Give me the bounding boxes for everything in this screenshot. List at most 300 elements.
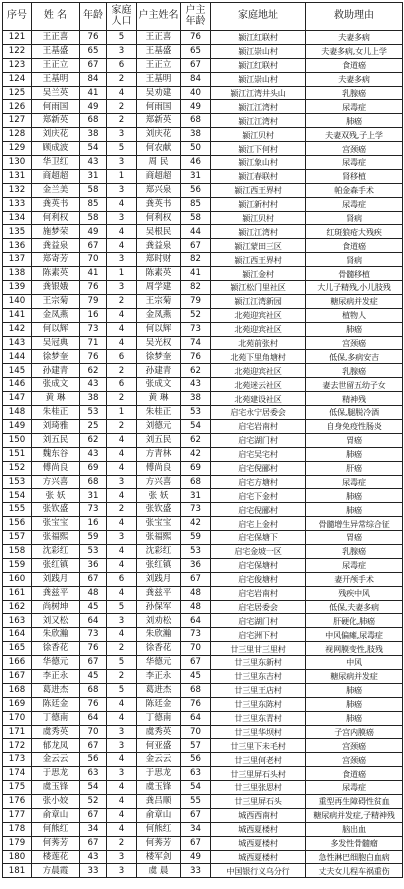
table-row <box>3 239 403 253</box>
cell-family-size: 3 <box>107 253 137 267</box>
header-householder-name: 户主姓名 <box>137 3 181 31</box>
cell-householder-name: 于思龙 <box>137 767 181 781</box>
table-row <box>3 336 403 350</box>
cell-reason: 尿毒症 <box>306 475 403 489</box>
cell-family-size: 2 <box>107 642 137 656</box>
cell-age: 62 <box>80 433 107 447</box>
cell-reason: 夫妻双残,子上学 <box>306 128 403 142</box>
cell-name: 何雨国 <box>32 100 80 114</box>
cell-householder-age: 38 <box>181 392 211 406</box>
cell-family-size: 2 <box>107 392 137 406</box>
cell-householder-name: 徐香花 <box>137 642 181 656</box>
cell-householder-age: 67 <box>181 572 211 586</box>
cell-name: 何利权 <box>32 211 80 225</box>
cell-age: 67 <box>80 239 107 253</box>
cell-reason: 急性淋巴细胞白血病 <box>306 850 403 864</box>
cell-name: 施梦荣 <box>32 225 80 239</box>
cell-age: 79 <box>80 294 107 308</box>
cell-age: 38 <box>80 128 107 142</box>
cell-householder-age: 33 <box>181 864 211 878</box>
cell-address: 北苑迎宾社区 <box>211 322 306 336</box>
cell-name: 张宝宝 <box>32 517 80 531</box>
cell-householder-age: 73 <box>181 322 211 336</box>
cell-family-size: 5 <box>107 600 137 614</box>
cell-householder-name: 沈彩红 <box>137 544 181 558</box>
table-row <box>3 767 403 781</box>
cell-family-size: 4 <box>107 447 137 461</box>
cell-name: 徐梦奎 <box>32 350 80 364</box>
cell-householder-age: 76 <box>181 350 211 364</box>
table-row <box>3 378 403 392</box>
cell-age: 43 <box>80 447 107 461</box>
cell-name: 张钦盛 <box>32 503 80 517</box>
cell-seq: 123 <box>3 58 32 72</box>
cell-name: 龚银娥 <box>32 281 80 295</box>
cell-family-size: 3 <box>107 44 137 58</box>
cell-reason: 中风 <box>306 656 403 670</box>
table-row <box>3 31 403 45</box>
cell-address: 北苑迷云社区 <box>211 378 306 392</box>
table-row <box>3 197 403 211</box>
cell-reason: 糖尿病并发症 <box>306 294 403 308</box>
cell-age: 64 <box>80 711 107 725</box>
cell-reason: 妻开颅手术 <box>306 572 403 586</box>
cell-family-size: 6 <box>107 572 137 586</box>
cell-seq: 127 <box>3 114 32 128</box>
cell-reason: 宫颈癌 <box>306 336 403 350</box>
header-reason: 救助理由 <box>306 3 403 31</box>
table-row <box>3 531 403 545</box>
cell-age: 58 <box>80 183 107 197</box>
cell-reason: 残疾中风 <box>306 586 403 600</box>
cell-family-size: 4 <box>107 322 137 336</box>
table-row <box>3 808 403 822</box>
cell-address: 颍江蒙田三区 <box>211 239 306 253</box>
cell-age: 43 <box>80 850 107 864</box>
cell-seq: 152 <box>3 461 32 475</box>
cell-householder-age: 63 <box>181 767 211 781</box>
cell-householder-name: 楼军剑 <box>137 850 181 864</box>
cell-reason: 胃癌 <box>306 433 403 447</box>
cell-age: 67 <box>80 572 107 586</box>
table-row <box>3 58 403 72</box>
cell-reason: 低保,腿脱冷酒 <box>306 406 403 420</box>
table-row <box>3 794 403 808</box>
cell-address: 廿三里东陈村 <box>211 697 306 711</box>
cell-seq: 154 <box>3 489 32 503</box>
cell-reason: 骨髓移植 <box>306 267 403 281</box>
cell-householder-age: 48 <box>181 600 211 614</box>
cell-address: 廿三里华坝村 <box>211 725 306 739</box>
cell-address: 北苑前张村 <box>211 336 306 350</box>
cell-householder-name: 朱桂正 <box>137 406 181 420</box>
cell-family-size: 4 <box>107 781 137 795</box>
cell-seq: 168 <box>3 683 32 697</box>
cell-seq: 178 <box>3 822 32 836</box>
cell-reason: 中风偏瘫,尿毒症 <box>306 628 403 642</box>
cell-reason: 宫颈癌 <box>306 142 403 156</box>
cell-householder-name: 何莠芳 <box>137 836 181 850</box>
cell-householder-name: 王正立 <box>137 58 181 72</box>
cell-name: 刘践月 <box>32 572 80 586</box>
table-row <box>3 489 403 503</box>
cell-householder-name: 方兴喜 <box>137 475 181 489</box>
cell-householder-age: 34 <box>181 822 211 836</box>
cell-family-size: 4 <box>107 308 137 322</box>
table-row <box>3 211 403 225</box>
cell-address: 启宅永宁居委会 <box>211 406 306 420</box>
cell-name: 傅尚良 <box>32 461 80 475</box>
cell-age: 67 <box>80 808 107 822</box>
cell-name: 何熊红 <box>32 822 80 836</box>
cell-age: 53 <box>80 544 107 558</box>
cell-family-size: 2 <box>107 419 137 433</box>
table-row <box>3 711 403 725</box>
cell-family-size: 2 <box>107 669 137 683</box>
cell-age: 41 <box>80 267 107 281</box>
cell-age: 45 <box>80 669 107 683</box>
cell-reason: 脑出血 <box>306 822 403 836</box>
cell-age: 34 <box>80 822 107 836</box>
cell-householder-name: 刘五民 <box>137 433 181 447</box>
cell-name: 金凤燕 <box>32 308 80 322</box>
table-row <box>3 600 403 614</box>
cell-name: 俞章山 <box>32 808 80 822</box>
cell-family-size: 6 <box>107 378 137 392</box>
cell-householder-name: 刘践月 <box>137 572 181 586</box>
cell-reason: 乳腺癌 <box>306 544 403 558</box>
cell-age: 48 <box>80 586 107 600</box>
cell-age: 36 <box>80 558 107 572</box>
cell-seq: 160 <box>3 572 32 586</box>
cell-householder-age: 57 <box>181 739 211 753</box>
cell-householder-age: 55 <box>181 794 211 808</box>
cell-family-size: 4 <box>107 711 137 725</box>
cell-age: 67 <box>80 739 107 753</box>
cell-seq: 147 <box>3 392 32 406</box>
cell-householder-name: 金云云 <box>137 753 181 767</box>
table-row <box>3 697 403 711</box>
cell-age: 69 <box>80 461 107 475</box>
cell-address: 启宅保塘下 <box>211 531 306 545</box>
cell-address: 启宅湖门村 <box>211 433 306 447</box>
table-row <box>3 864 403 878</box>
cell-address: 启宅倪郦村 <box>211 461 306 475</box>
cell-reason: 食道癌 <box>306 239 403 253</box>
cell-address: 城西夏楼村 <box>211 836 306 850</box>
cell-address: 启宅居委会 <box>211 600 306 614</box>
table-row <box>3 725 403 739</box>
cell-reason: 自身免疫性肠炎 <box>306 419 403 433</box>
cell-name: 尚树坤 <box>32 600 80 614</box>
cell-address: 颍江红联村 <box>211 31 306 45</box>
cell-seq: 175 <box>3 781 32 795</box>
table-row <box>3 128 403 142</box>
cell-seq: 153 <box>3 475 32 489</box>
cell-family-size: 4 <box>107 239 137 253</box>
cell-seq: 133 <box>3 197 32 211</box>
cell-name: 郁龙凤 <box>32 739 80 753</box>
cell-age: 76 <box>80 281 107 295</box>
cell-householder-name: 王基盛 <box>137 44 181 58</box>
cell-householder-name: 孙建青 <box>137 364 181 378</box>
cell-seq: 143 <box>3 336 32 350</box>
cell-seq: 151 <box>3 447 32 461</box>
cell-name: 张 妖 <box>32 489 80 503</box>
cell-name: 华德元 <box>32 656 80 670</box>
cell-age: 68 <box>80 114 107 128</box>
table-row <box>3 281 403 295</box>
cell-name: 方兴喜 <box>32 475 80 489</box>
cell-age: 68 <box>80 475 107 489</box>
cell-address: 颍江江湾新园 <box>211 294 306 308</box>
header-age: 年龄 <box>80 3 107 31</box>
cell-seq: 163 <box>3 614 32 628</box>
cell-seq: 162 <box>3 600 32 614</box>
cell-householder-name: 王正喜 <box>137 31 181 45</box>
cell-householder-age: 67 <box>181 656 211 670</box>
cell-address: 启宅岩南村 <box>211 586 306 600</box>
cell-householder-name: 黄 琳 <box>137 392 181 406</box>
cell-age: 73 <box>80 322 107 336</box>
cell-address: 北苑下里角塘村 <box>211 350 306 364</box>
cell-address: 廿三里张思村 <box>211 781 306 795</box>
cell-age: 41 <box>80 86 107 100</box>
table-row <box>3 419 403 433</box>
cell-reason: 妻去世留五幼子女 <box>306 378 403 392</box>
table-row <box>3 267 403 281</box>
cell-householder-age: 52 <box>181 308 211 322</box>
cell-seq: 132 <box>3 183 32 197</box>
cell-name: 孙建青 <box>32 364 80 378</box>
cell-name: 王正喜 <box>32 31 80 45</box>
cell-address: 廿三里东吉村 <box>211 669 306 683</box>
cell-householder-name: 吴根民 <box>137 225 181 239</box>
cell-householder-name: 虞玉锋 <box>137 781 181 795</box>
cell-family-size: 2 <box>107 294 137 308</box>
cell-householder-name: 何雨国 <box>137 100 181 114</box>
cell-householder-name: 郑新英 <box>137 114 181 128</box>
cell-householder-name: 虞 晨 <box>137 864 181 878</box>
cell-householder-name: 何农献 <box>137 142 181 156</box>
cell-age: 45 <box>80 600 107 614</box>
table-row <box>3 517 403 531</box>
cell-age: 85 <box>80 197 107 211</box>
cell-name: 吴兰英 <box>32 86 80 100</box>
cell-age: 59 <box>80 531 107 545</box>
cell-householder-name: 孙保军 <box>137 600 181 614</box>
cell-householder-name: 方青林 <box>137 447 181 461</box>
cell-householder-age: 31 <box>181 489 211 503</box>
cell-seq: 166 <box>3 656 32 670</box>
cell-seq: 164 <box>3 628 32 642</box>
cell-address: 颍江西王界村 <box>211 253 306 267</box>
cell-seq: 139 <box>3 281 32 295</box>
cell-seq: 134 <box>3 211 32 225</box>
cell-seq: 144 <box>3 350 32 364</box>
cell-householder-age: 79 <box>181 294 211 308</box>
cell-reason: 夫妻多病 <box>306 72 403 86</box>
cell-seq: 141 <box>3 308 32 322</box>
cell-age: 70 <box>80 725 107 739</box>
cell-name: 魏东谷 <box>32 447 80 461</box>
cell-reason: 子宫内膜癌 <box>306 725 403 739</box>
cell-reason: 植物人 <box>306 308 403 322</box>
cell-family-size: 3 <box>107 211 137 225</box>
cell-reason: 尿毒症 <box>306 781 403 795</box>
cell-name: 何莠芳 <box>32 836 80 850</box>
cell-seq: 128 <box>3 128 32 142</box>
table-row <box>3 392 403 406</box>
table-row <box>3 114 403 128</box>
cell-householder-name: 何以辉 <box>137 322 181 336</box>
cell-householder-name: 俞章山 <box>137 808 181 822</box>
table-row <box>3 822 403 836</box>
cell-family-size: 5 <box>107 31 137 45</box>
cell-householder-name: 龚英书 <box>137 197 181 211</box>
cell-address: 启宅倪郦村 <box>211 503 306 517</box>
cell-reason: 多发性骨髓瘤 <box>306 836 403 850</box>
cell-householder-name: 刘德元 <box>137 419 181 433</box>
cell-seq: 158 <box>3 544 32 558</box>
cell-family-size: 4 <box>107 336 137 350</box>
cell-address: 北苑迎宾社区 <box>211 364 306 378</box>
cell-family-size: 4 <box>107 753 137 767</box>
table-row <box>3 100 403 114</box>
cell-family-size: 4 <box>107 197 137 211</box>
table-row <box>3 253 403 267</box>
table-row <box>3 308 403 322</box>
cell-age: 63 <box>80 767 107 781</box>
cell-name: 虞玉锋 <box>32 781 80 795</box>
cell-family-size: 4 <box>107 808 137 822</box>
cell-name: 陈素英 <box>32 267 80 281</box>
cell-age: 67 <box>80 836 107 850</box>
cell-address: 颍江贝村 <box>211 128 306 142</box>
cell-family-size: 3 <box>107 725 137 739</box>
cell-name: 丁德南 <box>32 711 80 725</box>
cell-householder-age: 45 <box>181 669 211 683</box>
cell-address: 颍江崇山村 <box>211 44 306 58</box>
cell-householder-age: 64 <box>181 614 211 628</box>
cell-householder-age: 50 <box>181 142 211 156</box>
cell-seq: 149 <box>3 419 32 433</box>
cell-seq: 171 <box>3 725 32 739</box>
cell-name: 朱欣瀚 <box>32 628 80 642</box>
cell-householder-age: 40 <box>181 86 211 100</box>
cell-householder-age: 85 <box>181 197 211 211</box>
cell-householder-name: 陈廷金 <box>137 697 181 711</box>
cell-age: 68 <box>80 683 107 697</box>
cell-name: 朱桂正 <box>32 406 80 420</box>
cell-age: 52 <box>80 794 107 808</box>
table-row <box>3 225 403 239</box>
cell-householder-name: 何亚盛 <box>137 739 181 753</box>
cell-householder-name: 刘庆花 <box>137 128 181 142</box>
cell-householder-name: 商超超 <box>137 169 181 183</box>
cell-name: 张成文 <box>32 378 80 392</box>
cell-address: 颍江贝村 <box>211 211 306 225</box>
cell-address: 启宅洲下村 <box>211 628 306 642</box>
cell-address: 颍江崇山村 <box>211 72 306 86</box>
cell-name: 张小姣 <box>32 794 80 808</box>
cell-age: 76 <box>80 350 107 364</box>
cell-name: 龚益泉 <box>32 239 80 253</box>
cell-seq: 138 <box>3 267 32 281</box>
header-address: 家庭地址 <box>211 3 306 31</box>
table-row <box>3 781 403 795</box>
cell-seq: 170 <box>3 711 32 725</box>
cell-family-size: 2 <box>107 364 137 378</box>
table-row <box>3 739 403 753</box>
cell-householder-name: 张成文 <box>137 378 181 392</box>
header-family-size: 家庭人口 <box>107 3 137 31</box>
cell-name: 张红镇 <box>32 558 80 572</box>
cell-address: 颍江江湾村 <box>211 114 306 128</box>
cell-reason: 肾病 <box>306 211 403 225</box>
cell-reason: 尿毒症 <box>306 100 403 114</box>
cell-seq: 129 <box>3 142 32 156</box>
cell-householder-age: 82 <box>181 253 211 267</box>
cell-householder-age: 67 <box>181 808 211 822</box>
cell-address: 启宅方塘村 <box>211 475 306 489</box>
cell-family-size: 2 <box>107 836 137 850</box>
cell-householder-age: 54 <box>181 781 211 795</box>
cell-family-size: 5 <box>107 683 137 697</box>
cell-name: 楼莲花 <box>32 850 80 864</box>
cell-name: 郑新英 <box>32 114 80 128</box>
table-row <box>3 586 403 600</box>
cell-reason: 肺癌 <box>306 447 403 461</box>
cell-address: 启宅金坡一区 <box>211 544 306 558</box>
cell-family-size: 3 <box>107 156 137 170</box>
table-row <box>3 350 403 364</box>
cell-reason: 肾移植 <box>306 169 403 183</box>
cell-householder-name: 郑时财 <box>137 253 181 267</box>
cell-address: 启宅吴宅村 <box>211 447 306 461</box>
table-row <box>3 572 403 586</box>
cell-reason: 骨髓增生异常综合征 <box>306 517 403 531</box>
cell-family-size: 1 <box>107 267 137 281</box>
cell-name: 郑寄芳 <box>32 253 80 267</box>
cell-reason: 重型再生障碍性贫血 <box>306 794 403 808</box>
cell-age: 84 <box>80 72 107 86</box>
cell-householder-name: 张福熙 <box>137 531 181 545</box>
cell-seq: 174 <box>3 767 32 781</box>
cell-family-size: 3 <box>107 614 137 628</box>
cell-householder-age: 68 <box>181 683 211 697</box>
cell-age: 64 <box>80 614 107 628</box>
cell-householder-age: 82 <box>181 281 211 295</box>
cell-householder-name: 陈素英 <box>137 267 181 281</box>
cell-householder-age: 62 <box>181 433 211 447</box>
cell-address: 颍江江湾村 <box>211 225 306 239</box>
cell-address: 启宅保塘村 <box>211 558 306 572</box>
cell-name: 金云云 <box>32 753 80 767</box>
cell-householder-age: 67 <box>181 836 211 850</box>
cell-householder-age: 67 <box>181 58 211 72</box>
cell-age: 73 <box>80 503 107 517</box>
cell-name: 王基盛 <box>32 44 80 58</box>
cell-address: 颍江新村村 <box>211 197 306 211</box>
cell-reason: 肝硬化,肺癌 <box>306 614 403 628</box>
table-row <box>3 753 403 767</box>
cell-seq: 157 <box>3 531 32 545</box>
cell-family-size: 4 <box>107 225 137 239</box>
cell-seq: 156 <box>3 517 32 531</box>
cell-reason: 视网膜变性,肢残 <box>306 642 403 656</box>
cell-age: 56 <box>80 753 107 767</box>
